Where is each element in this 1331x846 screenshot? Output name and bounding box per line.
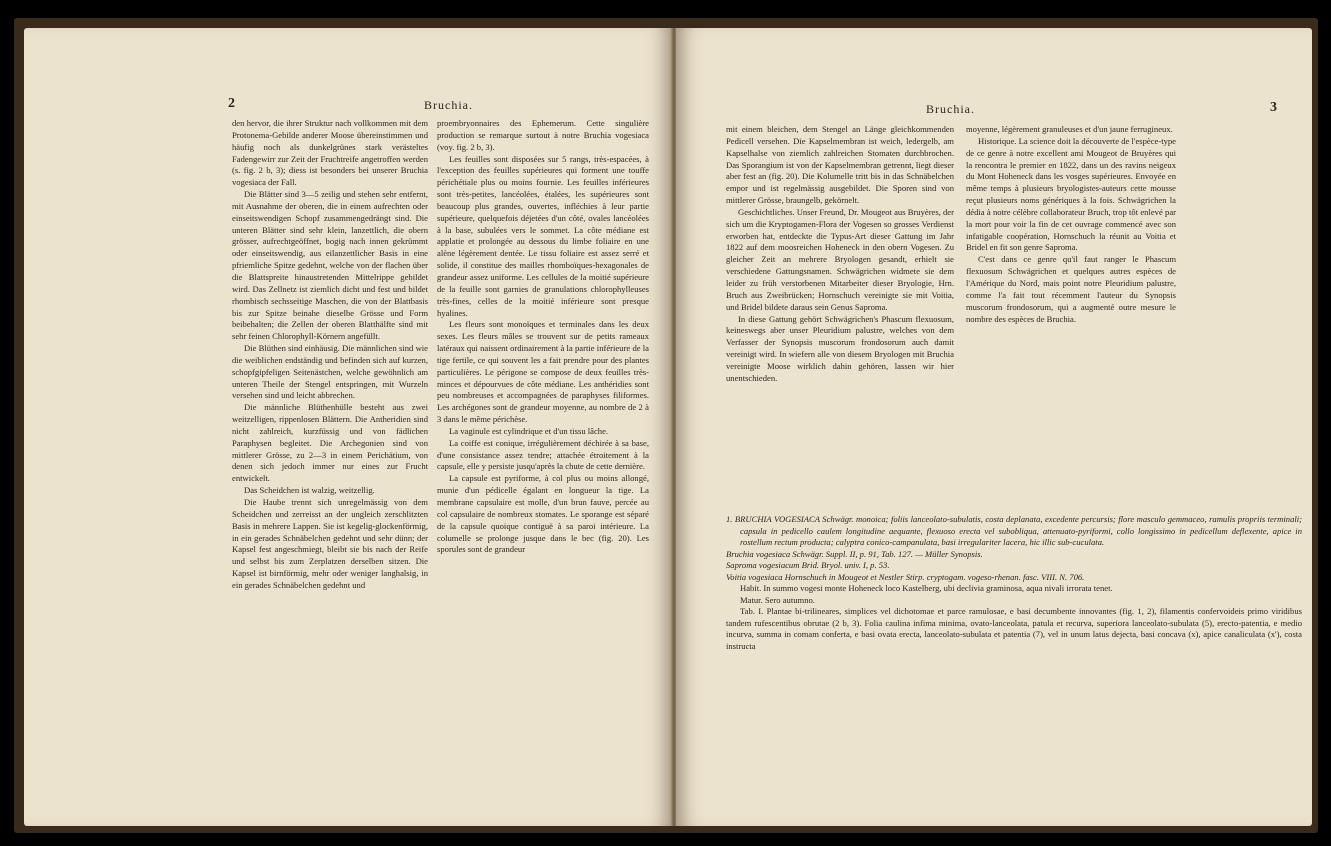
left-running-head: Bruchia.: [424, 98, 473, 112]
paragraph: La vaginule est cylindrique et d'un tissu lâche.: [449, 425, 609, 436]
right-french-column: [966, 124, 1176, 325]
paragraph: La coiffe est conique, irrégulièrement déchirée à sa base, d'une consistance assez tendre; attachée étroitement à la capsule, elle y persiste jusqu'après la chute de cette dernière.: [437, 437, 649, 472]
plate-description: Tab. I. Plantae bi-trilineares, simplices vel dichotomae et parce ramulosae, e basi decumbente innovantes (fig. 1, 2), filamentis confervoideis primo viridibus tandem rufescentibus obrutae (2 b, 3). Folia caulina infima minima, ovato-lanceolata, patula et recurva, superiora lanceolato-subulata (5), erecto-patentia, e medio incurva, summa in comam conferta, e basi ovata erecta, lanceolato-subulata et patentia (7), vel in unum latus dejecta, basi concava (x), apice canaliculata (x'), costa instructa: [726, 606, 1302, 651]
paragraph: proembryonnaires des Ephemerum. Cette singulière production se remarque surtout à notre Bruchia vogesiaca (voy. fig. 2 b, 3).: [437, 118, 649, 152]
left-page: [24, 28, 672, 826]
paragraph: mit einem bleichen, dem Stengel an Länge gleichkommenden Pedicell versehen. Die Kapselmembran ist weich, ledergelb, am Kapselhalse von ziemlich zahlreichen Stomaten durchbrochen. Das Sporangium ist von der Kapselmembran getrennt, liegt dieser aber fest an (fig. 20). Die Kolumelle tritt bis in das Schnäbelchen empor und ist regelmässig ausgebildet. Die Sporen sind von mittlerer Grösse, braungelb, gekörnelt.: [726, 124, 954, 206]
paragraph: Historique. La science doit la découverte de l'espèce-type de ce genre à notre excellent ami Mougeot de Bruyères qui la rencontra le premier en 1822, dans un des ravins neigeux du Mont Hoheneck dans les vosges supérieures. Envoyée en même temps à plusieurs bryologistes-auteurs cette mousse reçut plusieurs noms génériques à la fois. Schwägrichen la dédia à notre célèbre collaborateur Bruch, trop tôt enlevé par la mort pour voir la fin de cet ouvrage commencé avec son infatigable coopération, Hornschuch la réunit au Voitia et Bridel en fit son genre Saproma.: [966, 135, 1176, 253]
right-running-head: Bruchia.: [926, 102, 975, 116]
right-page-number: 3: [1270, 100, 1277, 115]
synonym: Voitia vogesiaca Hornschuch in Mougeot et Nestler Stirp. cryptogam. vogeso-rhenan. fasc. VIII. N. 706.: [726, 571, 1085, 582]
paragraph: Die männliche Blüthenhülle besteht aus zwei weitzelligen, rippenlosen Blättern. Die Antheridien sind nicht zahlreich, kurzfüssig und von fädlichen Paraphysen begleitet. Die Archegonien sind von mittlerer Grösse, zu 2—3 in einem Perichätium, von denen sich jedoch immer nur eines zur Frucht entwickelt.: [232, 402, 428, 484]
paragraph: In diese Gattung gehört Schwägrichen's Phascum flexuosum, keineswegs aber unser Pleuridium palustre, welches von dem Verfasser der Synopsis muscorum frondosorum auch damit vereinigt wird. In wiefern alle von diesem Bryologen mit Bruchia vereinigte Moose wirklich dahin gehören, lassen wir hier unentschieden.: [726, 313, 954, 383]
paragraph: Les fleurs sont monoïques et terminales dans les deux sexes. Les fleurs mâles se trouvent sur de petits rameaux latéraux qui naissent ordinairement à la partie inférieure de la tige fertile, ce qui souvent les a fait prendre pour des plantes particulières. Le périgone se compose de deux feuilles très-minces et dépourvues de côte médiane. Les anthéridies sont peu nombreuses et accompagnées de paraphyses filiformes. Les archégones sont de grandeur moyenne, au nombre de 2 à 3 dans le même périchèse.: [437, 319, 649, 425]
right-german-column: [726, 124, 954, 385]
habitat: Habit. In summo vogesi monte Hoheneck loco Kastelberg, ubi declivia graminosa, aqua nivali irrorata tenet.: [740, 583, 1113, 593]
species-description: [726, 514, 1302, 652]
paragraph: Die Blüthen sind einhäusig. Die männlichen sind wie die weiblichen endständig und befinden sich auf kurzen, schopfgipfeligen Seitenästchen, welche gewöhnlich am unteren Theile der Stengel entspringen, mit Wurzeln versehen sind und leicht abbrechen.: [232, 343, 428, 401]
maturity: Matur. Sero autumno.: [740, 594, 815, 605]
species-heading: 1. BRUCHIA VOGESIACA Schwägr. monoica; foliis lanceolato-subulatis, costa deplanata, excedente percursis; flore masculo gemmaceo, ramulis propriis terminali; capsula in pedicello caulem longitudine aequante, flexuoso erecta vel subobliqua, attenuato-pyriformi, collo longissimo in pedicellum deflexente, apice in rostellum rectum producta; calyptra conico-campanulata, basi irregulariter lacera, hic illic sub-cuculata.: [726, 514, 1302, 547]
left-french-column: [437, 118, 649, 556]
left-page-number: 2: [228, 96, 235, 111]
paragraph: Die Haube trennt sich unregelmässig von dem Scheidchen und zerreisst an der ungleich zerschlitzten Basis in mehrere Lappen. Sie ist kegelig-glockenförmig, in ein gerades Schnäbelchen gedehnt und sehr dünn; der Kapsel fest angeschmiegt, bleibt sie bis nach der Reife und selbst bis zum Zerplatzen derselben sitzen. Die Kapsel ist birnförmig, mehr oder weniger langhalsig, in ein gerades Schnäbelchen gedehnt und: [232, 497, 428, 590]
paragraph: La capsule est pyriforme, à col plus ou moins allongé, munie d'un pédicelle égalant en longueur la tige. La membrane capsulaire est molle, d'un brun fauve, percée au col capsulaire de nombreux stomates. Le sporange est séparé de la capsule quoique contiguë à sa paroi intérieure. La columelle se prolonge jusque dans le bec (fig. 20). Les sporules sont de grandeur: [437, 473, 649, 555]
paragraph: Die Blätter sind 3—5 zeilig und stehen sehr entfernt, mit Ausnahme der oberen, die in einem aufrechten oder einseitswendigen Schopf zusammengedrängt sind. Die unteren Blätter sind sehr klein, lanzettlich, die obern grösser, aufrechtgeöffnet, bogig nach innen gekrümmt oder einseitswendig, aus eilanzettlicher Basis in eine pfriemliche Spitze gedehnt, welche von der flachen über die Blattspreite hinaustretenden Mittelrippe gebildet wird. Das Zellnetz ist ziemlich dicht und fest und bildet rhombisch sechsseitige Maschen, die von der Blattbasis bis zur Spitze beinahe dieselbe Grösse und Form beibehalten; die Zellen der oberen Blatthälfte sind mit sehr feinen Chlorophyll-Körnern angefüllt.: [232, 189, 428, 342]
synonym: Saproma vogesiacum Brid. Bryol. univ. I, p. 53.: [726, 560, 890, 570]
paragraph: den hervor, die ihrer Struktur nach vollkommen mit dem Protonema-Gebilde anderer Moose übereinstimmen und häufig noch als dunkelgrünes stark verästeltes Fadengewirr zur Zeit der Fruchtreife angetroffen werden (s. fig. 2 b, 3); diess ist besonders bei unserer Bruchia vogesiaca der Fall.: [232, 118, 428, 188]
synonym: Bruchia vogesiaca Schwägr. Suppl. II, p. 91, Tab. 127. — Müller Synopsis.: [726, 548, 983, 559]
paragraph: Les feuilles sont disposées sur 5 rangs, très-espacées, à l'exception des feuilles supérieures qui forment une touffe périchétiale plus ou moins fournie. Les feuilles inférieures sont très-petites, lancéolées, étalées, les supérieures sont beaucoup plus grandes, ouvertes, infléchies à leur partie supérieure, quelquefois déjetées d'un côté, ovales lancéolées à la base, subulées vers le sommet. La côte médiane est applatie et prolongée au dessous du limbe foliaire en une alène légèrement dentée. Le tissu foliaire est assez serré et solide, il constitue des mailles rhomboïques-hexagonales de grandeur assez uniforme. Les cellules de la moitié supérieure de la feuille sont garnies de granulations chlorophylleuses très-fines, celles de la moitié inférieure sont presque hyalines.: [437, 153, 649, 318]
right-page: [676, 28, 1312, 826]
paragraph: C'est dans ce genre qu'il faut ranger le Phascum flexuosum Schwägrichen et quelques autres espèces de l'Amérique du Nord, mais point notre Pleuridium palustre, comme l'a fait tout récemment l'auteur du Synopsis muscorum frondosorum, qui a augmenté outre mesure le nombre des espèces de Bruchia.: [966, 254, 1176, 324]
paragraph: Geschichtliches. Unser Freund, Dr. Mougeot aus Bruyères, der sich um die Kryptogamen-Flora der Vogesen so grosses Verdienst erworben hat, entdeckte die Typus-Art dieser Gattung im Jahr 1822 auf dem moosreichen Hoheneck in den obern Vogesen. Zu gleicher Zeit an mehrere Bryologen gesandt, erhielt sie verschiedene Gattungsnamen. Schwägrichen widmete sie dem leider zu früh verstorbenen Mitarbeiter dieser Bryologie, Hrn. Bruch aus Zweibrücken; Hornschuch vereinigte sie mit Voitia, und Bridel bildete daraus sein Genus Saproma.: [726, 206, 954, 312]
paragraph: moyenne, légèrement granuleuses et d'un jaune ferrugineux.: [966, 124, 1173, 134]
paragraph: Das Scheidchen ist walzig, weitzellig.: [244, 485, 375, 496]
left-german-column: [232, 118, 428, 592]
